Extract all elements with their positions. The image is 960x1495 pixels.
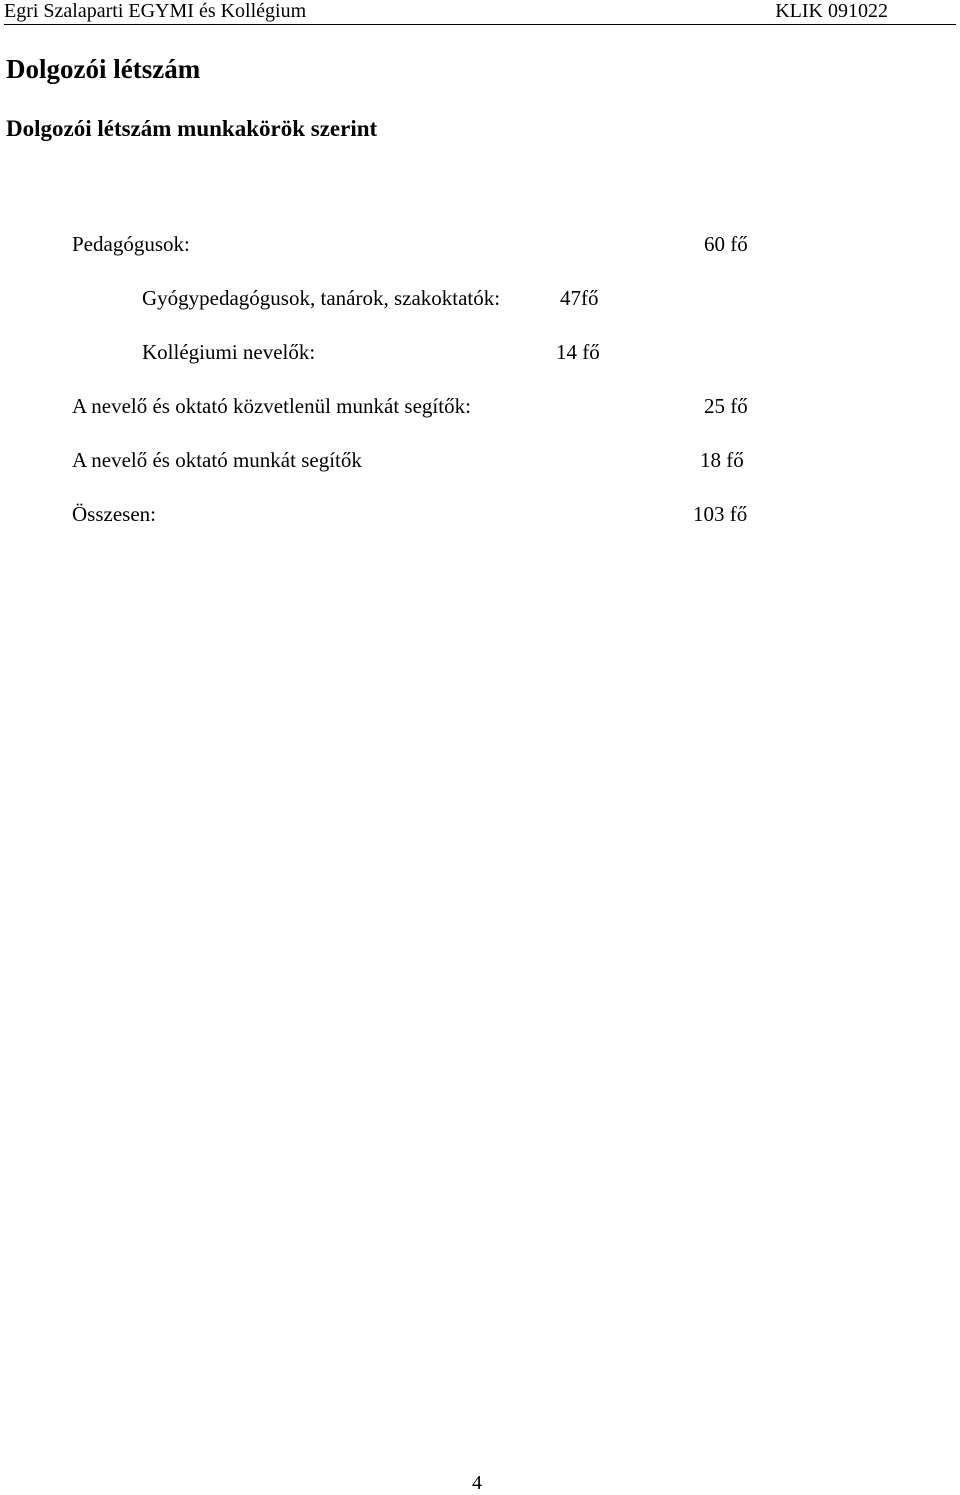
row-label-kollegiumi-nevelok: Kollégiumi nevelők:	[142, 340, 316, 364]
row-label-osszesen: Összesen:	[72, 502, 156, 526]
header-code: KLIK 091022	[775, 0, 888, 22]
row-value-gyogypedagogusok: 47fő	[560, 286, 599, 310]
page-title: Dolgozói létszám	[6, 54, 201, 84]
page-number: 4	[472, 1472, 482, 1494]
page-header	[4, 0, 956, 25]
row-value-kollegiumi-nevelok: 14 fő	[556, 340, 600, 364]
row-label-kozvetlenul-segitok: A nevelő és oktató közvetlenül munkát segítők:	[72, 394, 471, 418]
row-label-munkat-segitok: A nevelő és oktató munkát segítők	[72, 448, 362, 472]
row-value-kozvetlenul-segitok: 25 fő	[704, 394, 748, 418]
row-label-pedagogusok: Pedagógusok:	[72, 232, 190, 256]
row-label-gyogypedagogusok: Gyógypedagógusok, tanárok, szakoktatók:	[142, 286, 501, 310]
row-value-osszesen: 103 fő	[693, 502, 748, 526]
section-subtitle: Dolgozói létszám munkakörök szerint	[6, 116, 378, 141]
row-value-pedagogusok: 60 fő	[704, 232, 748, 256]
row-value-munkat-segitok: 18 fő	[700, 448, 744, 472]
header-institution-name: Egri Szalaparti EGYMI és Kollégium	[4, 0, 307, 22]
